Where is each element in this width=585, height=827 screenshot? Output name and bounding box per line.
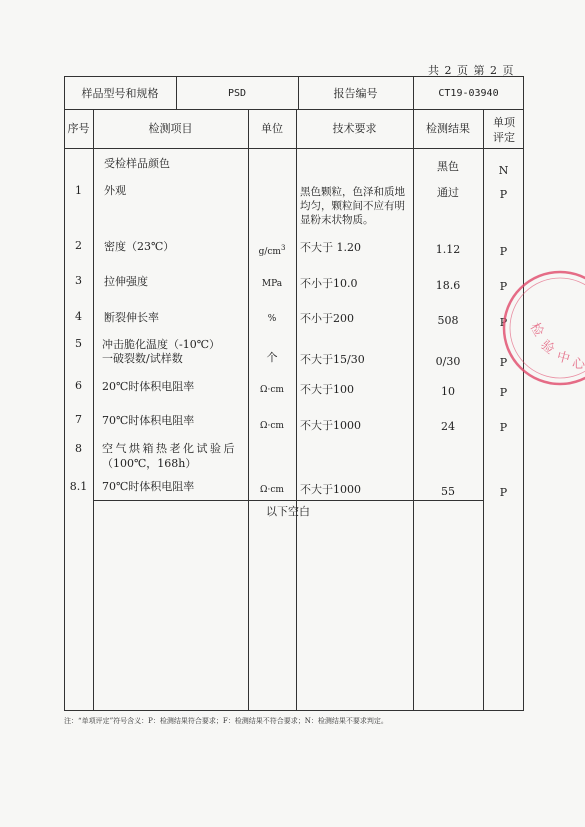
svg-text:验: 验 <box>537 337 558 358</box>
row-unit: Ω·cm <box>260 421 284 431</box>
row-result: 10 <box>441 385 455 398</box>
report-label: 报告编号 <box>333 87 378 100</box>
row-item: 拉伸强度 <box>104 275 148 288</box>
svg-text:心: 心 <box>572 357 585 372</box>
row-judge: P <box>499 356 508 369</box>
seal-stamp <box>500 268 585 388</box>
row-seq: 8 <box>75 442 82 455</box>
row-item: 空气烘箱热老化试验后 <box>102 442 237 455</box>
row-item: 冲击脆化温度（-10℃） <box>102 338 221 351</box>
unit-text: g/cm <box>258 247 281 257</box>
sample-value: PSD <box>227 88 247 99</box>
row-seq: 8.1 <box>69 480 88 493</box>
row-requirement: 不大于 1.20 <box>300 241 361 254</box>
row-item: 20℃时体积电阻率 <box>102 380 195 393</box>
row-seq: 1 <box>75 184 82 197</box>
blank-note: 以下空白 <box>266 505 310 518</box>
footnote: 注：“单项评定”符号含义：P：检测结果符合要求；F：检测结果不符合要求；N：检测结果不要求判定。 <box>64 717 388 725</box>
row-item: 外观 <box>104 184 126 197</box>
row-seq: 3 <box>75 274 82 287</box>
row-seq: 2 <box>75 239 82 252</box>
row-result: 0/30 <box>435 355 461 368</box>
col-judgement: 单项评定 <box>493 116 515 144</box>
col-seq: 序号 <box>67 122 90 135</box>
row-seq: 6 <box>75 379 82 392</box>
page-info: 共 2 页 第 2 页 <box>428 64 515 77</box>
svg-text:中: 中 <box>554 349 572 368</box>
row-result: 55 <box>441 485 455 498</box>
row-requirement: 不大于1000 <box>300 483 361 496</box>
row-item: 密度（23℃） <box>104 240 175 253</box>
svg-text:检: 检 <box>526 320 547 340</box>
row-unit: MPa <box>261 279 283 289</box>
row-result: 18.6 <box>435 279 461 292</box>
row-item: 70℃时体积电阻率 <box>102 480 195 493</box>
row-judge: P <box>499 386 508 399</box>
row-requirement: 不大于1000 <box>300 419 361 432</box>
row-seq: 4 <box>75 310 82 323</box>
row-judge: P <box>499 316 508 329</box>
unit-superscript: 3 <box>280 244 286 252</box>
row-item-line2: 一破裂数/试样数 <box>102 352 183 365</box>
row-judge: P <box>499 188 508 201</box>
row-requirement: 不小于200 <box>300 312 354 325</box>
col-item: 检测项目 <box>148 122 193 135</box>
row-item: 断裂伸长率 <box>104 311 159 324</box>
row-result: 黑色 <box>437 160 459 173</box>
row-requirement: 黑色颗粒，色泽和质地均匀，颗粒间不应有明显粉末状物质。 <box>300 186 405 226</box>
row-item: 70℃时体积电阻率 <box>102 414 195 427</box>
col-unit: 单位 <box>261 122 283 135</box>
row-seq: 5 <box>75 337 82 350</box>
header-divider <box>64 109 524 110</box>
col-requirement: 技术要求 <box>332 122 377 135</box>
blank-divider <box>93 500 483 501</box>
row-result: 1.12 <box>435 243 461 256</box>
row-result: 508 <box>437 314 459 327</box>
row-result: 24 <box>441 420 455 433</box>
row-judge: P <box>499 245 508 258</box>
row-unit: Ω·cm <box>260 485 284 495</box>
row-judge: N <box>498 164 509 177</box>
row-unit: 个 <box>266 351 278 364</box>
row-unit: % <box>267 314 277 324</box>
row-judge: P <box>499 421 508 434</box>
row-judge: P <box>499 280 508 293</box>
column-vline <box>93 109 94 711</box>
row-requirement: 不大于15/30 <box>300 353 365 366</box>
col-result: 检测结果 <box>426 122 470 135</box>
column-vline <box>248 109 249 711</box>
row-item: 受检样品颜色 <box>104 157 170 170</box>
column-header-divider <box>64 148 524 149</box>
sample-label: 样品型号和规格 <box>81 87 159 100</box>
row-item-line2: （100℃，168h） <box>102 457 197 470</box>
row-requirement: 不小于10.0 <box>300 277 358 290</box>
row-unit: Ω·cm <box>260 385 284 395</box>
row-judge: P <box>499 486 508 499</box>
column-vline <box>296 109 297 711</box>
row-requirement: 不大于100 <box>300 383 354 396</box>
row-seq: 7 <box>75 413 82 426</box>
report-value: CT19-03940 <box>438 88 499 99</box>
row-result: 通过 <box>437 186 459 199</box>
row-unit <box>248 241 296 259</box>
